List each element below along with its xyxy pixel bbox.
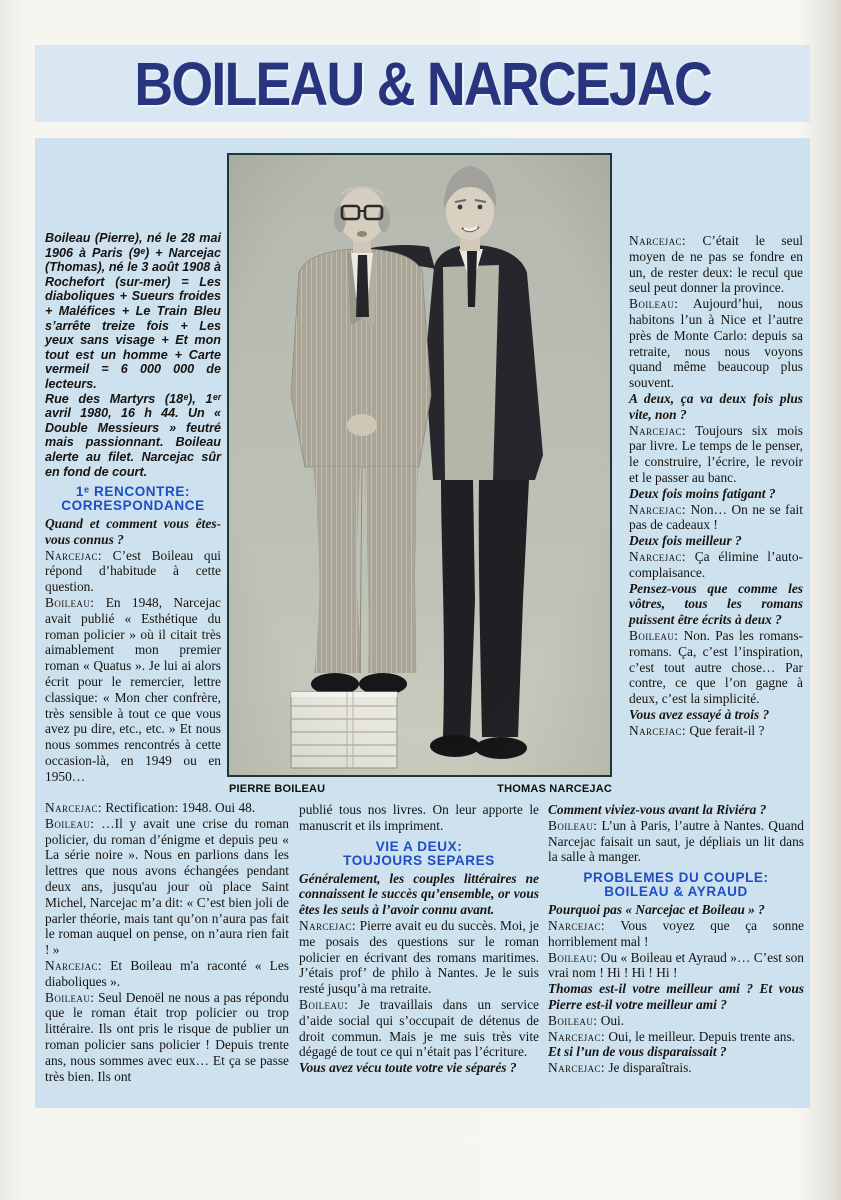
photo-frame [227,153,612,777]
speaker-label: Boileau: [548,817,598,833]
speaker-label: Narcejac: [299,917,356,933]
speaker-label: Boileau: [629,627,679,643]
interview-question: Vous avez essayé à trois ? [629,706,770,722]
interview-question: Vous avez vécu toute votre vie séparés ? [299,1060,517,1076]
dialogue-line: Boileau: …Il y avait une crise du roman policier, du roman d’énigme et depuis peu « La série noire ». Nous en parlions dans les lettres que nous avons échangées pendant deux ans, jusqu'au jour où place Saint Michel, Narcejac m’a dit: « C’est bien joli de parler théorie, mais tant qu’on n’aura pas fait le roman auquel on pense, on n’aura rien fait ! » [45,815,289,958]
column-lower-left [45,800,289,1084]
speaker-label: Boileau: [548,1012,598,1028]
column-upper-left [45,231,221,785]
interview-question: Généralement, les couples littéraires ne connaissent le succès qu’ensemble, or vous êtes les seuls à l’avoir connu avant. [299,870,539,918]
photo-caption-right: THOMAS NARCEJAC [497,783,612,795]
dialogue-line: Narcejac: Et Boileau m'a raconté « Les diaboliques ». [45,957,289,989]
column-upper-right [629,233,803,739]
dialogue-line: Narcejac: Rectification: 1948. Oui 48. [45,800,256,815]
speaker-label: Narcejac: [629,233,686,248]
dialogue-line: Boileau: Non. Pas les romans-romans. Ça, c’est l’inspiration, c’est tout autre chose… Par contre, ce que l’on gagne à deux, c’est la simplicité. [629,627,803,707]
section-heading: PROBLEMES DU COUPLE: BOILEAU & AYRAUD [583,870,769,900]
speaker-label: Boileau: [45,595,95,611]
article-body [35,138,810,1108]
dialogue-line: Boileau: Seul Denoël ne nous a pas répondu que le roman était trop policier ou trop littéraire. Ils ont pris le risque de publier un roman policier sans policier ! Depuis trente ans, nous sommes avec eux… Et ça se passe très bien. Ils ont [45,989,289,1084]
speaker-label: Narcejac: [45,957,102,973]
title-banner [35,45,810,122]
dialogue-line: Boileau: Aujourd’hui, nous habitons l’un à Nice et l’autre près de Monte Carlo: depuis sa retraite, nous nous voyons quand même beaucoup plus souvent. [629,296,803,391]
speaker-label: Boileau: [629,296,679,312]
speaker-label: Boileau: [45,989,95,1005]
dialogue-line: Boileau: En 1948, Narcejac avait publié « Esthétique du roman policier » où il citait très aimablement mon premier roman « Quatus ». Je lui ai alors écrit pour le remercier, lettre classique: « Mon cher confrère, très sensible à tout ce que vous avez pu dire, etc., etc. » Et nous nous sommes rencontrés à cette occasion-là, en 1949 ou en 1950… [45,595,221,784]
speaker-label: Narcejac: [629,501,686,517]
dialogue-line: Narcejac: Vous voyez que ça sonne horriblement mal ! [548,917,804,949]
intro-paragraph: Boileau (Pierre), né le 28 mai 1906 à Paris (9ᵉ) + Narcejac (Thomas), né le 3 août 1908 à Rochefort (sur-mer) = Les diaboliques + Sueurs froides + Maléfices + Le Train Bleu s’arrête treize fois + Les yeux sans visage + Et mon tout est un homme + Carte vermeil = 6 000 000 de lecteurs. [45,231,221,391]
photo-caption-left: PIERRE BOILEAU [229,783,326,795]
dialogue-line: Narcejac: C’est Boileau qui répond d’habitude à cette question. [45,547,221,595]
interview-question: A deux, ça va deux fois plus vite, non ? [629,390,803,422]
dialogue-line: Narcejac: Non… On ne se fait pas de cadeaux ! [629,501,803,533]
dialogue-line: Narcejac: Pierre avait eu du succès. Moi, je me posais des questions sur le roman policier en écrivant des romans maritimes. J’étais prof’ de philo à Nantes. Je le suis resté jusqu’à ma retraite. [299,917,539,997]
interview-question: Deux fois moins fatigant ? [629,485,776,501]
column-lower-right [548,802,804,1076]
speaker-label: Narcejac: [45,547,102,563]
dialogue-line: Narcejac: Que ferait-il ? [629,722,765,738]
page-title: BOILEAU & NARCEJAC [134,49,711,118]
interview-question: Pensez-vous que comme les vôtres, tous les romans puissent être écrits à deux ? [629,580,803,628]
section-heading: 1ᵉ RENCONTRE: CORRESPONDANCE [61,484,205,514]
dialogue-line: Narcejac: Oui, le meilleur. Depuis trente ans. [548,1028,796,1044]
dialogue-line: Narcejac: Ça élimine l’auto-complaisance. [629,548,803,580]
dialogue-line: Boileau: Ou « Boileau et Ayraud »… C’est son vrai nom ! Hi ! Hi ! Hi ! [548,949,804,981]
dialogue-line: Boileau: Oui. [548,1012,625,1028]
speaker-label: Narcejac: [548,1028,605,1044]
interview-question: Et si l’un de vous disparaissait ? [548,1044,727,1060]
dialogue-line: Narcejac: Toujours six mois par livre. Le temps de le penser, le construire, l’écrire, le revoir et le passer au banc. [629,422,803,485]
speaker-label: Narcejac: [629,548,686,564]
interview-question: Quand et comment vous êtes-vous connus ? [45,516,221,547]
speaker-label: Narcejac: [629,722,686,738]
speaker-label: Narcejac: [548,917,605,933]
interview-question: Comment viviez-vous avant la Riviéra ? [548,802,767,817]
dialogue-line: Narcejac: Je disparaîtrais. [548,1060,692,1076]
dialogue-line: Boileau: L’un à Paris, l’autre à Nantes. Quand Narcejac faisait un saut, je dépliais un lit dans la salle à manger. [548,817,804,865]
interview-question: Thomas est-il votre meilleur ami ? Et vous Pierre est-il votre meilleur ami ? [548,981,804,1012]
body-paragraph: publié tous nos livres. On leur apporte le manuscrit et ils impriment. [299,802,539,833]
speaker-label: Narcejac: [629,422,686,438]
speaker-label: Boileau: [548,949,598,965]
dialogue-line: Narcejac: C’était le seul moyen de ne pas se fondre en un, de rester deux: le recul que seul peut donner la province. [629,233,803,296]
speaker-label: Boileau: [299,996,349,1012]
speaker-label: Boileau: [45,815,95,831]
speaker-label: Narcejac: [548,1060,605,1076]
dialogue-line: Boileau: Je travaillais dans un service d’aide social qui s’occupait de détenus de droit commun. Mais je me suis très vite dégagé de tout ce qui n’était pas l’écriture. [299,996,539,1060]
speaker-label: Narcejac: [45,800,102,815]
interview-question: Pourquoi pas « Narcejac et Boileau » ? [548,902,765,918]
column-lower-middle [299,802,539,1076]
section-heading: VIE A DEUX: TOUJOURS SEPARES [343,838,495,868]
interview-question: Deux fois meilleur ? [629,533,742,549]
photo-boileau-narcejac [229,155,610,775]
intro-paragraph: Rue des Martyrs (18ᵉ), 1ᵉʳ avril 1980, 16 h 44. Un « Double Messieurs » feutré mais passionnant. Boileau alerte au filet. Narcejac sûr en fond de court. [45,391,221,479]
